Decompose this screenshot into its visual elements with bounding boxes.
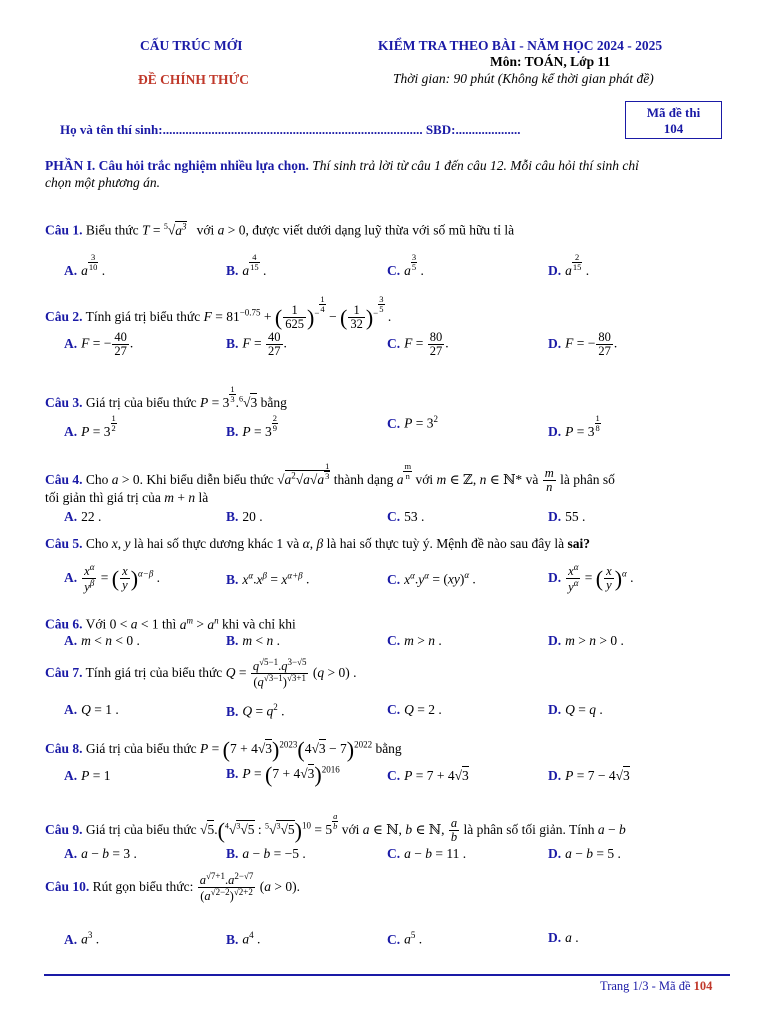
footer-code: 104 <box>693 979 713 993</box>
question-label: Câu 9. <box>45 822 83 837</box>
question-label: Câu 4. <box>45 472 83 487</box>
q6-option-b[interactable]: B. m < n . <box>226 633 281 648</box>
question-label: Câu 8. <box>45 741 83 757</box>
question-text: với <box>341 822 360 837</box>
q1-option-b[interactable]: B. a $\frac{4}{15}$ . <box>226 252 267 278</box>
q10-option-b[interactable]: B. $a^4$ . <box>226 930 261 947</box>
q7-option-d[interactable]: D. Q = q . <box>548 702 603 717</box>
question-text: bằng <box>375 741 402 757</box>
q5-option-b[interactable]: B. $x^\alpha.x^\beta = x^{\alpha+\beta}$ . <box>226 570 310 587</box>
q6-option-d[interactable]: D. m > n > 0 . <box>548 633 624 648</box>
part1-title: PHẦN I. Câu hỏi trắc nghiệm nhiều lựa chọn. <box>45 158 309 173</box>
question-text: , được viết dưới dạng luỹ thừa với số mũ hữu tỉ là <box>245 222 515 238</box>
q3-option-d[interactable]: D. P = 3 $\frac{1}{8}$ <box>548 413 600 439</box>
q9-option-a[interactable]: A. a − b = 3 . <box>64 846 137 861</box>
q2-option-c[interactable]: C. F = $\frac{80}{27}$ . <box>387 330 449 359</box>
question-text: Tính giá trị của biểu thức <box>85 664 223 680</box>
exam-code-value: 104 <box>663 121 684 136</box>
q1-option-c[interactable]: C. a $\frac{3}{5}$ . <box>387 252 424 278</box>
question-text: là phân số <box>560 472 615 487</box>
question-text: bằng <box>260 395 287 410</box>
question-5: Câu 5. Cho x, y là hai số thực dương khác 1 và α, β là hai số thực tuỳ ý. Mệnh đề nào sau đây là sai? <box>45 536 590 551</box>
question-text: thành dạng <box>333 472 394 487</box>
question-text: Tính giá trị biểu thức <box>85 309 201 324</box>
student-info-line: Họ và tên thí sinh:................................................................................ SBD:.................... <box>60 122 521 137</box>
q5-option-d[interactable]: D. $\frac{x^\alpha}{y^\alpha}$ = ( $\frac{x}{y}$ )$^\alpha$ . <box>548 562 634 595</box>
question-label: Câu 6. <box>45 616 83 632</box>
q8-option-d[interactable]: D. P = 7 − 4√3 <box>548 768 630 783</box>
q4-option-b[interactable]: B. 20 . <box>226 509 263 524</box>
question-text: với <box>415 472 434 487</box>
question-label: Câu 3. <box>45 395 83 410</box>
q8-option-c[interactable]: C. P = 7 + 4√3 <box>387 768 469 783</box>
question-text: Giá trị của biểu thức <box>85 741 197 757</box>
exam-title: KIỂM TRA THEO BÀI - NĂM HỌC 2024 - 2025 <box>378 38 663 53</box>
question-label: Câu 1. <box>45 222 83 238</box>
question-text: là hai số thực dương khác 1 và <box>133 536 300 551</box>
q9-option-b[interactable]: B. a − b = −5 . <box>226 846 306 861</box>
question-text: Cho <box>85 536 109 551</box>
question-text: Với <box>85 616 107 632</box>
question-label: Câu 2. <box>45 309 83 324</box>
q8-option-a[interactable]: A. P = 1 <box>64 768 111 783</box>
q9-option-c[interactable]: C. a − b = 11 . <box>387 846 467 861</box>
q2-option-a[interactable]: A. F = − $\frac{40}{27}$ . <box>64 330 134 359</box>
q3-option-a[interactable]: A. P = 3 $\frac{1}{2}$ <box>64 413 116 439</box>
question-label: Câu 10. <box>45 878 90 894</box>
q3-option-c[interactable]: C. $P = 3^2$ <box>387 414 438 431</box>
question-7: Câu 7. Tính giá trị của biểu thức Q = $\frac{q^{√5-1}.q^{3-√5}}{(q^{√3-1})^{√3+1}}$ (q > 0) . <box>45 657 357 690</box>
q7-option-b[interactable]: B. $Q = q^2$ . <box>226 702 285 719</box>
q4-option-c[interactable]: C. 53 . <box>387 509 425 524</box>
subject-line: Môn: TOÁN, Lớp 11 <box>490 54 611 69</box>
q3-option-b[interactable]: B. P = 3 $\frac{2}{9}$ <box>226 413 278 439</box>
q2-option-d[interactable]: D. F = − $\frac{80}{27}$ . <box>548 330 618 359</box>
time-line: Thời gian: 90 phút (Không kể thời gian phát đề) <box>393 71 654 86</box>
footer-divider <box>44 974 730 976</box>
page-footer <box>600 979 712 994</box>
question-6: Câu 6. Với 0 < a < 1 thì $a^m > a^n$ khi và chỉ khi <box>45 615 296 632</box>
q6-option-a[interactable]: A. m < n < 0 . <box>64 633 140 648</box>
question-10: Câu 10. Rút gọn biểu thức: $\frac{a^{√7+1}.a^{2-√7}}{(a^{√2-2})^{√2+2}}$ (a > 0). <box>45 871 300 904</box>
q5-option-a[interactable]: A. $\frac{x^\alpha}{y^\beta}$ = ( $\frac{x}{y}$ )$^{\alpha-\beta}$ . <box>64 562 161 595</box>
q4-option-d[interactable]: D. 55 . <box>548 509 586 524</box>
q10-option-d[interactable]: D. a . <box>548 930 579 945</box>
question-label: Câu 5. <box>45 536 83 551</box>
exam-code-label: Mã đề thi <box>646 105 701 120</box>
q5-option-c[interactable]: C. $x^\alpha.y^\alpha = (xy)^\alpha$ . <box>387 570 476 587</box>
structure-label: CẤU TRÚC MỚI <box>140 38 243 53</box>
part1-instruction-2: chọn một phương án. <box>45 175 161 190</box>
q8-option-b[interactable]: B. $P = (7 + 4√3)^{2016}$ <box>226 762 340 787</box>
official-label: ĐỀ CHÍNH THỨC <box>138 72 250 87</box>
question-label: Câu 7. <box>45 664 83 680</box>
question-text: và <box>525 472 539 487</box>
q4-option-a[interactable]: A. 22 . <box>64 509 102 524</box>
question-text: Biểu thức <box>85 222 139 238</box>
question-9: Câu 9. Giá trị của biểu thức √5.($^4$√$^3$√5 : $^5$√$^3$√5)$^{10}$ = 5 $\frac{a}{b}$ với a ∈ ℕ, b ∈ ℕ, $\frac{a}{b}$ là phân số tối giản. Tính a − b <box>45 811 626 845</box>
q2-option-b[interactable]: B. F = $\frac{40}{27}$ . <box>226 330 287 359</box>
q1-option-a[interactable]: A. a $\frac{3}{10}$ . <box>64 252 106 278</box>
question-text: thì <box>162 616 177 632</box>
question-text: Giá trị của biểu thức <box>85 395 197 410</box>
q10-option-a[interactable]: A. $a^3$ . <box>64 930 100 947</box>
q7-option-c[interactable]: C. Q = 2 . <box>387 702 442 717</box>
part1-heading <box>45 158 639 174</box>
question-8: Câu 8. Giá trị của biểu thức $P = (7 + 4√3)^{2023}(4√3 - 7)^{2022}$ bằng <box>45 737 402 762</box>
footer-text: Trang 1/3 - Mã đề <box>600 979 691 993</box>
question-text: là <box>198 490 209 505</box>
question-text: Giá trị của biểu thức <box>85 822 197 837</box>
question-text: khi và chỉ khi <box>221 616 296 632</box>
question-text: . Khi biểu diễn biểu thức <box>139 472 274 487</box>
question-3: Câu 3. Giá trị của biểu thức P = 3 $\frac{1}{3}$ .$^6$√3 bằng <box>45 384 287 410</box>
question-text: tối giản thì giá trị của <box>45 490 161 505</box>
q9-option-d[interactable]: D. a − b = 5 . <box>548 846 621 861</box>
question-2: Câu 2. Tính giá trị biểu thức $F = 81^{-0.75}$ + ( $\frac{1}{625}$ )$^{- \frac{1}{4}}$ − ( $\frac{1}{32}$ )$^{- \frac{3}{5}}$ . <box>45 294 392 332</box>
q1-option-d[interactable]: D. a $\frac{2}{15}$ . <box>548 252 590 278</box>
exam-code-box <box>625 101 722 139</box>
question-4-cont: tối giản thì giá trị của m + n là <box>45 490 209 505</box>
question-text: là hai số thực tuỳ ý. Mệnh đề nào sau đây là <box>326 536 565 551</box>
q7-option-a[interactable]: A. Q = 1 . <box>64 702 119 717</box>
question-text: Cho <box>85 472 109 487</box>
question-text: Rút gọn biểu thức: <box>92 878 194 894</box>
q6-option-c[interactable]: C. m > n . <box>387 633 442 648</box>
q10-option-c[interactable]: C. $a^5$ . <box>387 930 423 947</box>
question-text: là phân số tối giản. Tính <box>463 822 595 837</box>
part1-instruction: Thí sinh trả lời từ câu 1 đến câu 12. Mỗi câu hỏi thí sinh chỉ <box>308 158 639 173</box>
question-1: Câu 1. Biểu thức $T = ^5√a^3$ với a > 0, được viết dưới dạng luỹ thừa với số mũ hữu tỉ là <box>45 221 515 238</box>
question-4: Câu 4. Cho a > 0. Khi biểu diễn biểu thức $√a^2√a√a$ $\frac{1}{3}$ thành dạng a $\frac{m}{n}$ với m ∈ ℤ, n ∈ ℕ* và $\frac{m}{n}$ là phân số <box>45 461 615 495</box>
question-text: sai? <box>567 536 590 551</box>
